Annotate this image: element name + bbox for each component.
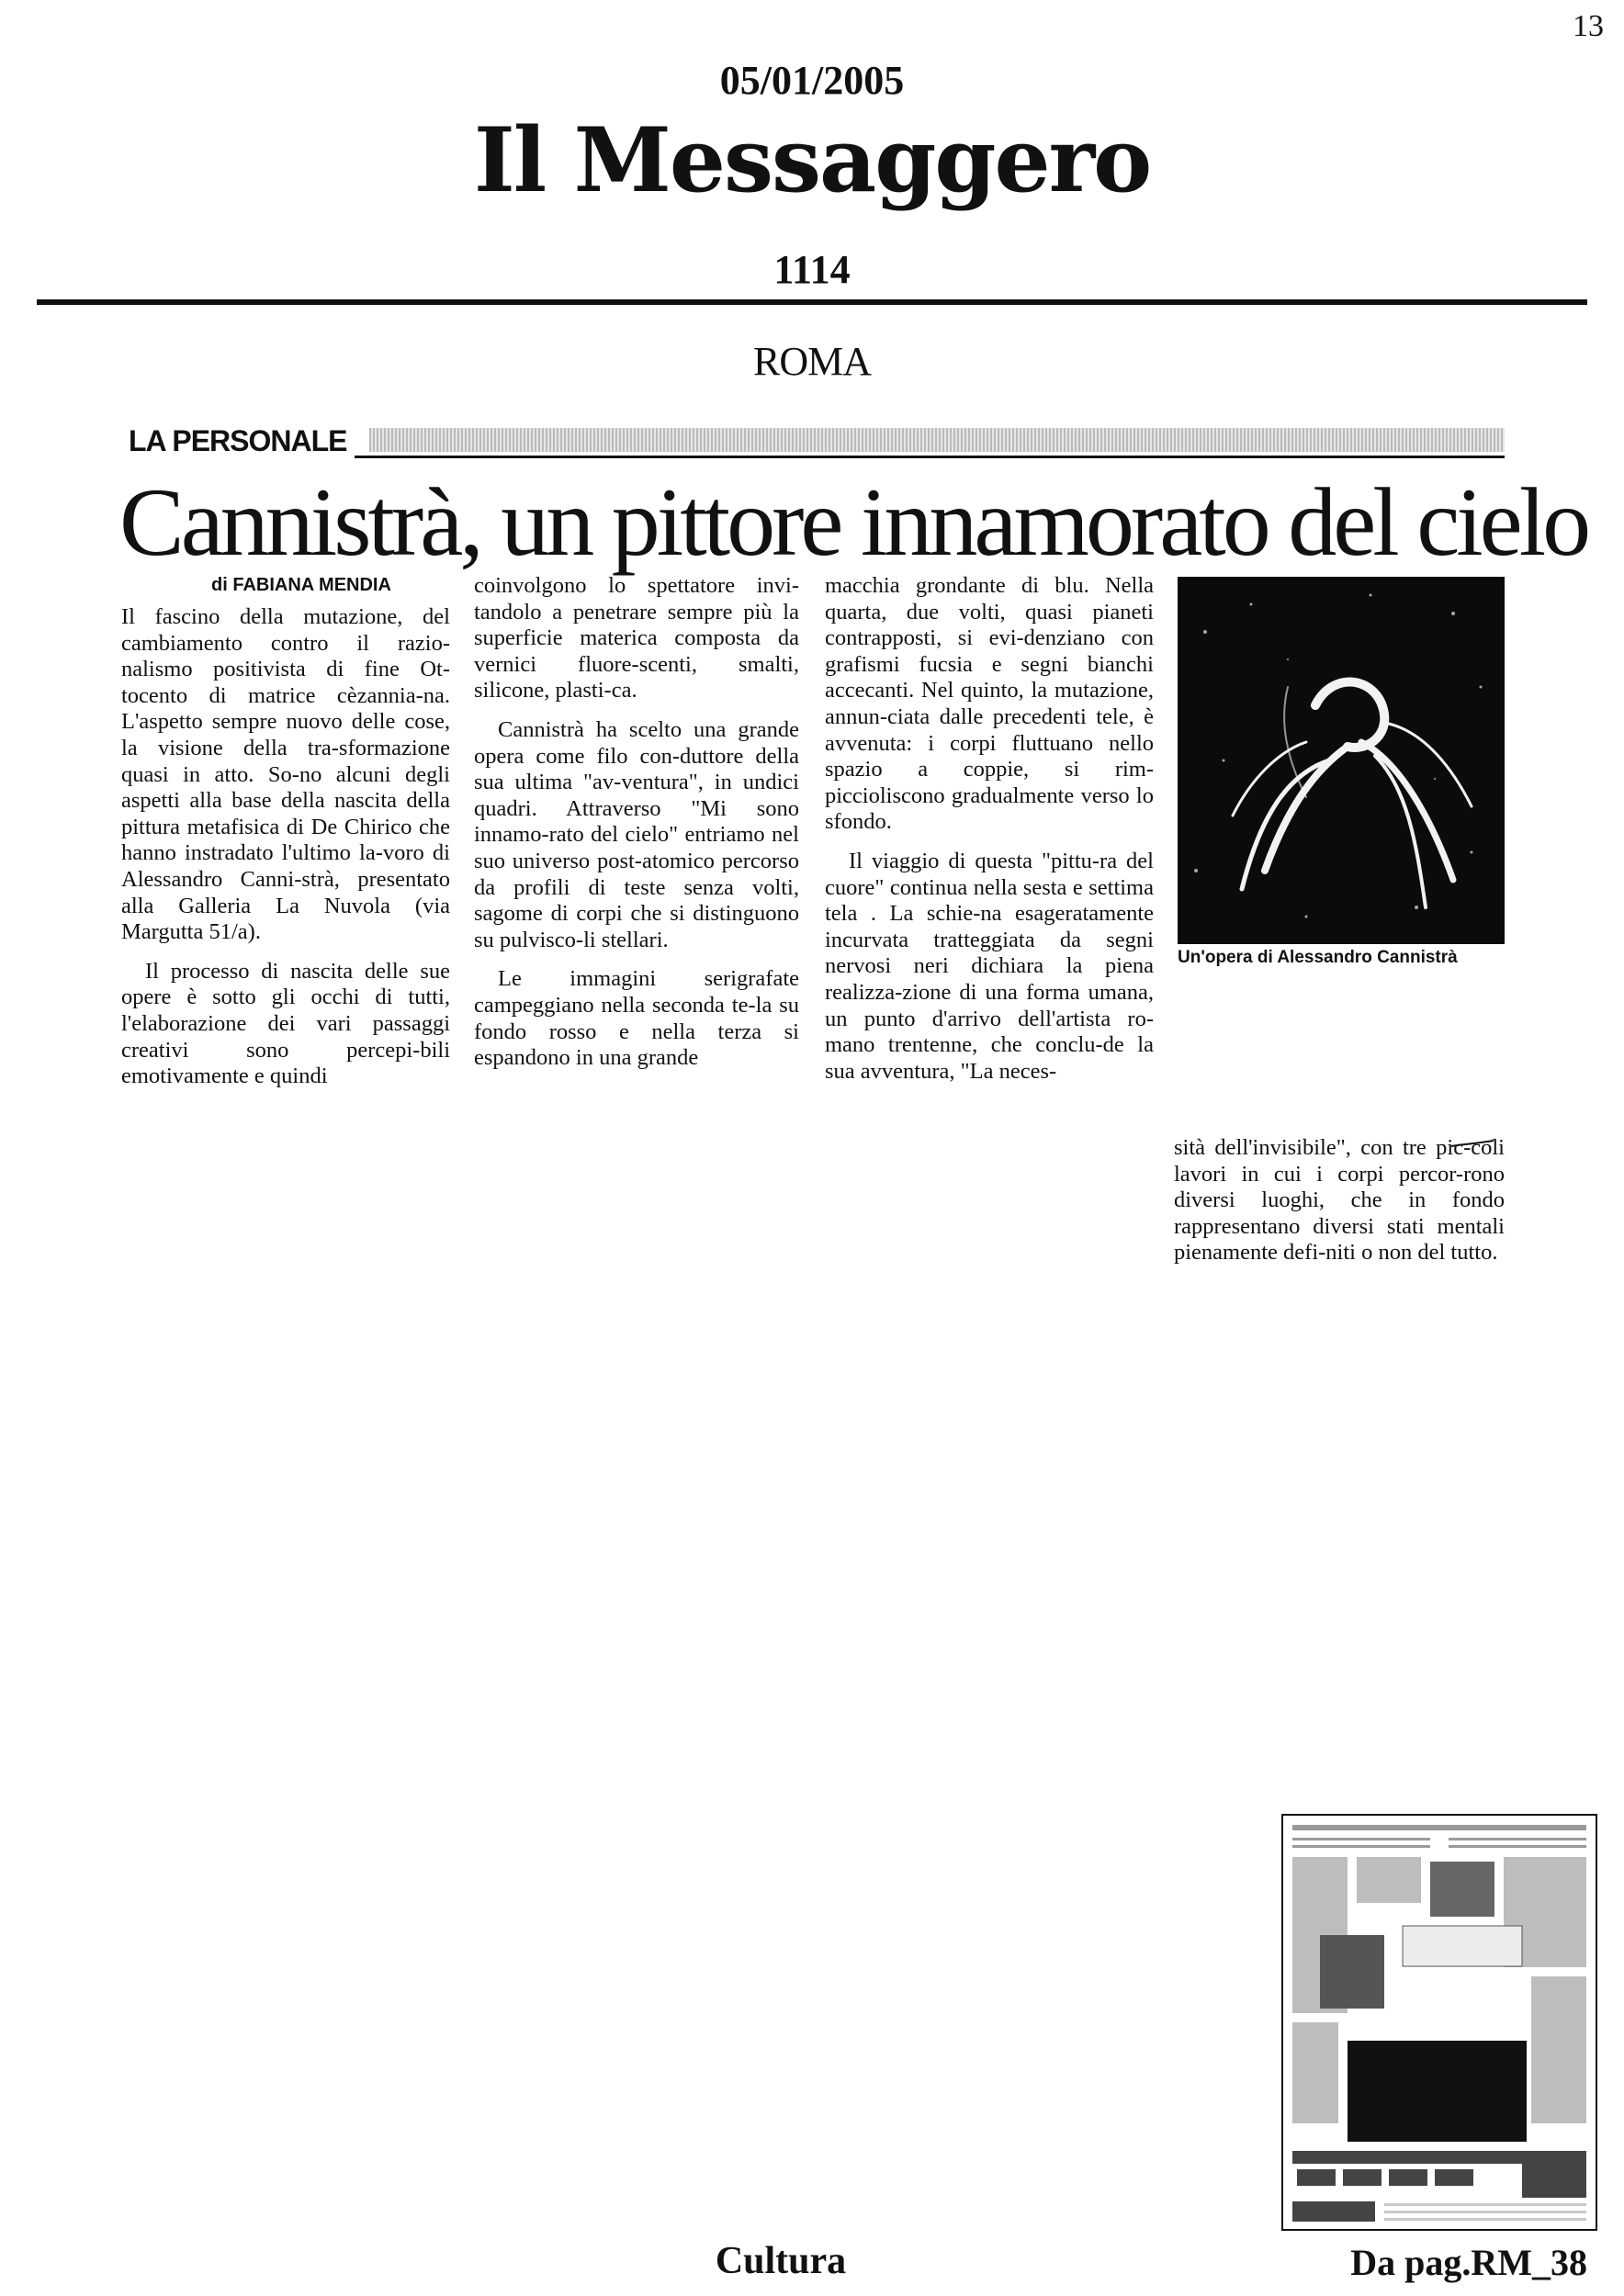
article-column-4 — [1174, 1135, 1505, 1266]
article-end-mark — [1449, 1139, 1495, 1148]
paragraph: coinvolgono lo spettatore invi-tandolo a penetrare sempre più la superficie materica composta da vernici fluore-scenti, smalti, silicone, plasti-ca. — [474, 573, 799, 703]
section-label: Cultura — [715, 2240, 847, 2282]
paragraph: Il processo di nascita delle sue opere è sotto gli occhi di tutti, l'elaborazione dei vari passaggi creativi sono percepi-bili emotivamente e quindi — [121, 958, 450, 1089]
paragraph: Il viaggio di questa "pittu-ra del cuore" continua nella sesta e settima tela . La schie-na esageratamente incurvata tratteggiata da segni nervosi neri dichiara la piena realizza-zione di una forma umana, un punto d'arrivo dell'artista ro-mano trentenne, che conclu-de la sua avventura, "La neces- — [825, 848, 1154, 1084]
photo-caption: Un'opera di Alessandro Cannistrà — [1178, 948, 1458, 967]
publication-date: 05/01/2005 — [719, 58, 905, 103]
page-thumbnail — [1281, 1814, 1597, 2231]
paragraph: Cannistrà ha scelto una grande opera come filo con-duttore della sua ultima "av-ventura", in undici quadri. Attraverso "Mi sono innamo-rato del cielo" entriamo nel suo universo post-atomico percorso da profili di teste senza volti, sagome di corpi che si distinguono su pulvisco-li stellari. — [474, 716, 799, 952]
article-column-1 — [121, 573, 450, 1090]
article-column-2 — [474, 573, 799, 1072]
edition-label: ROMA — [752, 339, 872, 384]
issue-number: 1114 — [773, 247, 851, 292]
source-page-reference: Da pag.RM_38 — [1350, 2242, 1587, 2283]
artwork-figure-image — [1178, 577, 1505, 944]
paragraph: sità dell'invisibile", con tre pic-coli lavori in cui i corpi percor-rono diversi luoghi, che in fondo rappresentano diversi stati mentali pienamente defi-niti o non del tutto. — [1174, 1135, 1505, 1266]
header-rule — [37, 299, 1587, 305]
article-byline: di FABIANA MENDIA — [211, 575, 391, 595]
paragraph: Il fascino della mutazione, del cambiamento contro il razio-nalismo positivista di fine Ot-tocento di matrice cèzannia-na. L'aspetto sempre nuovo delle cose, la visione della tra-sformazione quasi in atto. So-no alcuni degli aspetti alla base della nascita della pittura metafisica di De Chirico che hanno instradato l'ultimo la-voro di Alessandro Canni-strà, presentato alla Galleria La Nuvola (via Margutta 51/a). — [121, 604, 450, 945]
artwork-photo — [1178, 577, 1505, 944]
newspaper-masthead: Il Messaggero — [473, 108, 1151, 212]
kicker-tint-bar — [369, 428, 1505, 452]
paragraph: Le immagini serigrafate campeggiano nella seconda te-la su fondo rosso e nella terza si espandono in una grande — [474, 966, 799, 1071]
page-number: 13 — [1573, 9, 1604, 43]
paragraph: macchia grondante di blu. Nella quarta, due volti, quasi pianeti contrapposti, si evi-denziano con grafismi fucsia e segni bianchi accecanti. Nel quinto, la mutazione, annun-ciata dalle precedenti tele, è avvenuta: i corpi fluttuano nello spazio a coppie, si rim-piccioliscono gradualmente verso lo sfondo. — [825, 573, 1154, 835]
page-thumbnail-image — [1283, 1816, 1596, 2229]
kicker-row — [121, 424, 1505, 456]
article-kicker: LA PERSONALE — [129, 424, 355, 458]
article-headline: Cannistrà, un pittore innamorato del cielo — [119, 468, 1588, 576]
article-column-3 — [825, 573, 1154, 1085]
